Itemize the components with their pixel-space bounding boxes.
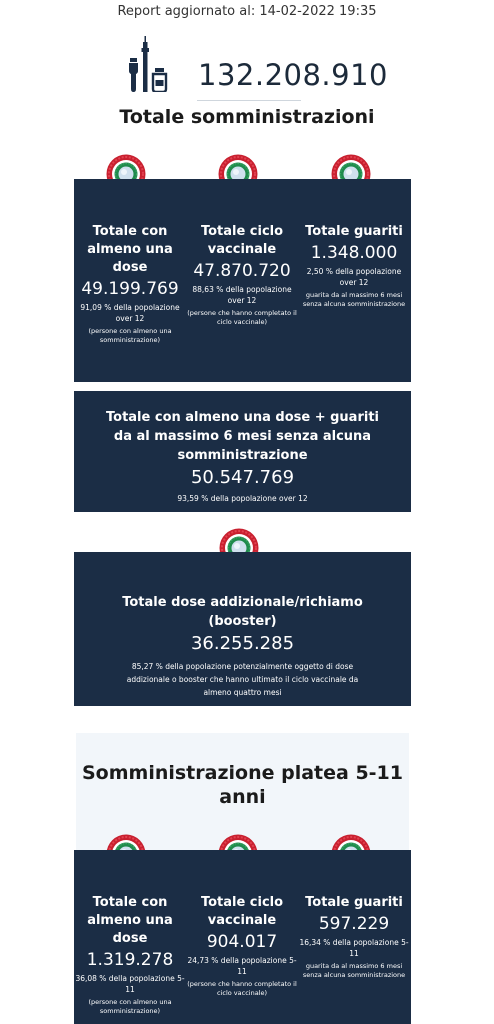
stat-title: Totale ciclo vaccinale — [200, 224, 284, 257]
stat-value: 904.017 — [206, 932, 278, 952]
total-somministrazioni-label: Totale somministrazioni — [119, 106, 375, 128]
stat-title: Totale con almeno una dose — [87, 224, 173, 275]
stat-guariti — [298, 894, 410, 980]
stat-guariti — [298, 223, 410, 309]
kids-stats-panel — [74, 850, 411, 1024]
stat-percentage: 85,27 % della popolazione potenzialmente oggetto di dose addizionale o booster che hanno ultimato il ciclo vaccinale da almeno quattro mesi — [126, 662, 359, 697]
stat-value: 597.229 — [318, 914, 390, 934]
stat-value: 47.870.720 — [193, 261, 291, 281]
stat-ciclo-vaccinale — [186, 223, 298, 327]
report-date: Report aggiornato al: 14-02-2022 19:35 — [117, 4, 377, 19]
stat-percentage: 36,08 % della popolazione 5-11 — [75, 974, 185, 994]
platea-section-header — [76, 733, 409, 850]
stat-percentage: 16,34 % della popolazione 5-11 — [299, 938, 409, 958]
adults-stats-panel — [74, 179, 411, 382]
stat-value: 49.199.769 — [81, 279, 179, 299]
stat-note: (persone che hanno completato il ciclo vaccinale) — [187, 980, 297, 997]
stat-percentage: 24,73 % della popolazione 5-11 — [187, 956, 297, 976]
stat-title: Totale guariti — [305, 895, 403, 910]
vaccine-vials-icon — [126, 36, 170, 92]
stat-note: (persone con almeno una somministrazione) — [88, 327, 172, 344]
divider — [197, 100, 301, 101]
stat-value: 36.255.285 — [190, 633, 295, 654]
stat-almeno-una-dose — [74, 894, 186, 1016]
stat-percentage: 2,50 % della popolazione over 12 — [306, 267, 402, 287]
booster-stats-panel — [74, 552, 411, 706]
stat-note: guarita da al massimo 6 mesi senza alcuna somministrazione — [302, 291, 406, 308]
stat-dose-plus-guariti — [74, 408, 411, 505]
stat-percentage: 88,63 % della popolazione over 12 — [192, 285, 292, 305]
stat-title: Totale con almeno una dose + guariti da al massimo 6 mesi senza alcuna somministrazione — [106, 410, 379, 463]
total-somministrazioni-value: 132.208.910 — [198, 58, 388, 92]
stat-value: 1.319.278 — [86, 950, 174, 970]
total-row — [124, 36, 388, 94]
stat-title: Totale dose addizionale/richiamo (booster) — [122, 595, 363, 629]
stat-title: Totale guariti — [305, 224, 403, 239]
stat-value: 1.348.000 — [310, 243, 398, 263]
stat-title: Totale ciclo vaccinale — [200, 895, 284, 928]
stat-value: 50.547.769 — [190, 467, 295, 488]
stat-percentage: 91,09 % della popolazione over 12 — [80, 303, 180, 323]
stat-note: guarita da al massimo 6 mesi senza alcuna somministrazione — [302, 962, 406, 979]
stat-title: Totale con almeno una dose — [87, 895, 173, 946]
stat-note: (persone con almeno una somministrazione) — [88, 998, 172, 1015]
stat-note: (persone che hanno completato il ciclo vaccinale) — [187, 309, 297, 326]
stat-percentage: 93,59 % della popolazione over 12 — [177, 494, 308, 503]
stat-booster — [74, 593, 411, 699]
section-title: Somministrazione platea 5-11 anni — [81, 762, 403, 808]
combined-stats-panel — [74, 391, 411, 512]
stat-ciclo-vaccinale — [186, 894, 298, 998]
stat-almeno-una-dose — [74, 223, 186, 345]
